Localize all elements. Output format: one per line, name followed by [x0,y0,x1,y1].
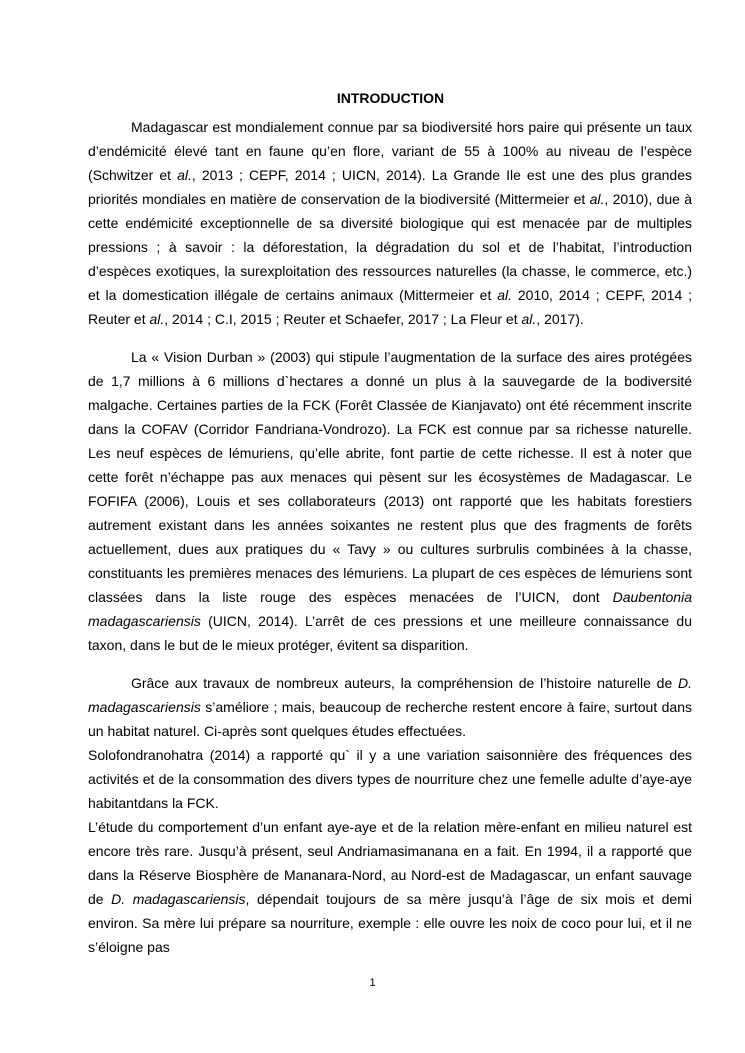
text-run: , 2013 ; CEPF, 2014 ; UICN, 2014). La Grande Ile est une des plus grandes priorités mondiales en matière de conservation de la biodiversité (Mittermeier et [88,167,692,207]
italic-text: al. [497,287,512,303]
text-run: 2010, 2014 ; CEPF, 2014 ; Reuter et [88,287,692,327]
paragraph-1 [88,115,692,331]
paragraph-5 [88,815,692,959]
text-run: , 2014 ; C.I, 2015 ; Reuter et Schaefer, 2017 ; La Fleur et [164,311,522,327]
text-run: Grâce aux travaux de nombreux auteurs, la compréhension de l’histoire naturelle de [131,675,678,691]
species-name: Daubentonia madagascariensis [88,589,692,629]
page-number: 1 [369,977,376,989]
italic-text: al. [177,167,192,183]
page-title: INTRODUCTION [336,90,445,106]
text-run: , dépendait toujours de sa mère jusqu’à l’âge de six mois et demi environ. Sa mère lui prépare sa nourriture, exemple : elle ouvre les noix de coco pour lui, et il ne s’éloigne pas [88,891,692,955]
italic-text: al. [589,191,605,207]
species-name: D. madagascariensis [88,675,692,715]
text-run: L’étude du comportement d’un enfant aye-aye et de la relation mère-enfant en milieu naturel est encore très rare. Jusqu’à présent, seul Andriamasimanana en a fait. En 1994, il a rapporté que dans la Réserve Biosphère de Mananara-Nord, au Nord-est de Madagascar, un enfant sauvage de [88,819,692,907]
text-run: (UICN, 2014). L’arrêt de ces pressions et une meilleure connaissance du taxon, dans le but de le mieux protéger, évitent sa disparition. [88,613,692,653]
italic-text: al. [521,311,537,327]
species-name: D. madagascariensis [111,891,246,907]
document-body [88,115,692,959]
paragraph-3 [88,671,692,743]
text-run: Madagascar est mondialement connue par sa biodiversité hors paire qui présente un taux d’endémicité élevé tant en faune qu’en flore, variant de 55 à 100% au niveau de l’espèce (Schwitzer et [88,119,692,183]
text-run: s’améliore ; mais, beaucoup de recherche restent encore à faire, surtout dans un habitat naturel. Ci-après sont quelques études effectuées. [88,699,692,739]
text-run: , 2010), due à cette endémicité exceptionnelle de sa diversité biologique qui est menacée par de multiples pressions ; à savoir : la déforestation, la dégradation du sol et de l’habitat, l’introduction d’espèces exotiques, la surexploitation des ressources naturelles (la chasse, le commerce, etc.) et la domestication illégale de certains animaux (Mittermeier et [88,191,692,303]
italic-text: al. [149,311,165,327]
paragraph-2 [88,345,692,657]
paragraph-4: Solofondranohatra (2014) a rapporté qu` il y a une variation saisonnière des fréquences des activités et de la consommation des divers types de nourriture chez une femelle adulte d’aye-aye habitantdans la FCK. [88,747,692,811]
text-run: La « Vision Durban » (2003) qui stipule l’augmentation de la surface des aires protégées de 1,7 millions à 6 millions d`hectares a donné un plus à la sauvegarde de la bodiversité malgache. Certaines parties de la FCK (Forêt Classée de Kianjavato) ont été récemment inscrite dans la COFAV (Corridor Fandriana-Vondrozo). La FCK est connue par sa richesse naturelle. Les neuf espèces de lémuriens, qu’elle abrite, font partie de cette richesse. Il est à noter que cette forêt n’échappe pas aux menaces qui pèsent sur les écosystèmes de Madagascar. Le FOFIFA (2006), Louis et ses collaborateurs (2013) ont rapporté que les habitats forestiers autrement existant dans les années soixantes ne restent plus que des fragments de forêts actuellement, dues aux pratiques du « Tavy » ou cultures surbrulis combinées à la chasse, constituants les premières menaces des lémuriens. La plupart de ces espèces de lémuriens sont classées dans la liste rouge des espèces menacées de l’UICN, dont [88,349,692,605]
text-run: , 2017). [536,311,584,327]
